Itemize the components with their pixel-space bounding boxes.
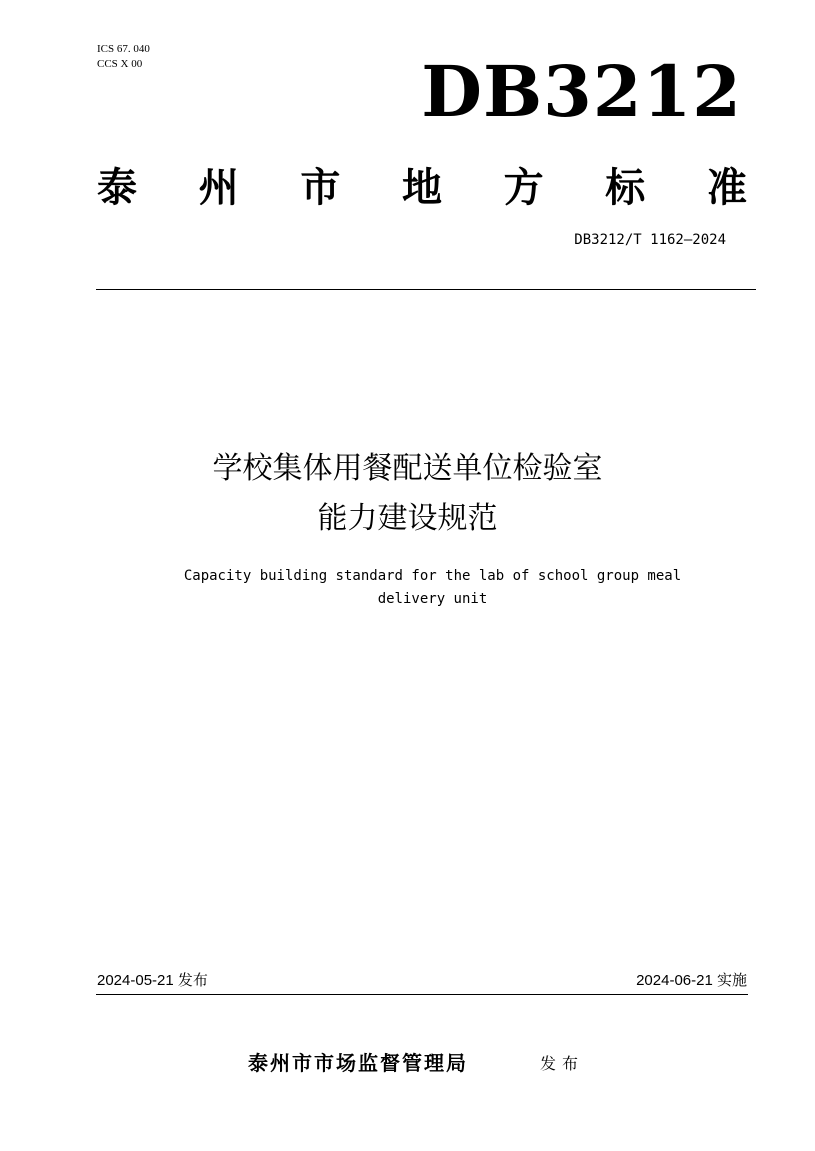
standard-type-char: 地 xyxy=(401,164,442,211)
english-title-line-1: Capacity building standard for the lab of school group meal xyxy=(183,568,682,584)
ics-code: ICS 67. 040 xyxy=(97,43,150,55)
standard-type-char: 标 xyxy=(605,164,646,211)
english-title xyxy=(0,565,815,611)
title-line-1: 学校集体用餐配送单位检验室 xyxy=(212,451,603,486)
issuing-authority: 泰州市市场监督管理局 xyxy=(248,1051,468,1075)
title-line-2: 能力建设规范 xyxy=(317,501,498,536)
standard-type-char: 州 xyxy=(198,164,239,211)
standard-type-heading xyxy=(97,162,747,214)
ccs-code: CCS X 00 xyxy=(97,58,143,70)
english-title-line-2: delivery unit xyxy=(377,591,488,607)
standard-logo: DB3212 xyxy=(421,50,742,133)
standard-number: DB3212/T 1162—2024 xyxy=(574,232,726,248)
issue-verb: 发布 xyxy=(540,1054,585,1073)
standard-type-char: 泰 xyxy=(97,164,137,211)
footer-divider xyxy=(96,994,748,995)
issue-date: 2024-05-21 发布 xyxy=(97,972,208,989)
standard-type-char: 市 xyxy=(300,164,341,211)
standard-type-char: 准 xyxy=(706,164,747,211)
standard-type-char: 方 xyxy=(503,164,544,211)
header-divider xyxy=(96,289,756,290)
implementation-date: 2024-06-21 实施 xyxy=(636,972,747,989)
